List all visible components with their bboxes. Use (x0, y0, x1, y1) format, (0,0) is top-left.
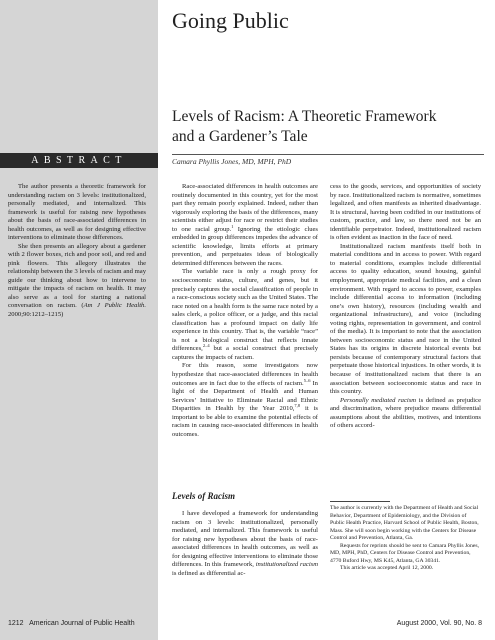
title-line-2: and a Gardener’s Tale (172, 128, 308, 145)
body-paragraph: The variable race is only a rough proxy for socioeconomic status, culture, and genes, but it precisely captures the social classification of people in a race-conscious society such as the United States. The race noted on a health form is the same race noted by a sales clerk, a police officer, or a judge, and this racial classification has a profound impact on daily life experience in this country. That is, the variable “race” is not a biological construct that reflects innate differences,$^{2-4}$ but a social construct that precisely captures the impacts of racism. (172, 268, 318, 361)
sidebar-panel (0, 0, 158, 640)
title-line-1: Levels of Racism: A Theoretic Framework (172, 108, 437, 125)
abstract-citation: Am J Public Health. (83, 302, 146, 309)
body-paragraph: I have developed a framework for understanding racism on 3 levels: institutionalized, personally mediated, and internalized. This framework is useful for raising new hypotheses about the basis of race-associated differences in health outcomes, as well as for designing effective interventions to eliminate those differences. In this framework, institutionalized racism is defined as differential ac- (172, 510, 318, 577)
section-heading: Levels of Racism (172, 491, 235, 501)
title-rule (172, 154, 484, 155)
body-column-1 (172, 183, 318, 439)
issue-info: August 2000, Vol. 90, No. 8 (396, 620, 482, 627)
footnote-accepted: This article was accepted April 12, 2000. (340, 565, 434, 571)
page-footer-left (8, 620, 135, 627)
body-paragraph: Institutionalized racism manifests itself both in material conditions and in access to power. With regard to material conditions, examples include differential access to quality education, sound housing, gainful employment, appropriate medical facilities, and a clean environment. With regard to access to power, examples include differential access to information (including one’s own history), resources (including wealth and organizational infrastructure), and voice (including voting rights, representation in government, and control of the media). It is important to note that the association between socioeconomic status and race in the United States has its origins in discrete historical events but persists because of contemporary structural factors that perpetuate those historical injustices. In other words, it is because of institutionalized racism that there is an association between socioeconomic status and race in this country. (330, 242, 481, 396)
abstract-paragraph: The author presents a theoretic framework for understanding racism on 3 levels: institutionalized, personally mediated, and internalized. This framework is useful for raising new hypotheses about the basis of race-associated differences in health outcomes, as well as for designing effective interventions to eliminate those differences. (8, 183, 146, 241)
reference-marker: 7,8 (294, 403, 301, 409)
abstract-heading: ABSTRACT (0, 153, 158, 168)
defined-term: Personally mediated racism (340, 396, 417, 404)
footnote-reprints: Requests for reprints should be sent to Camara Phyllis Jones, MD, MPH, PhD, Centers for Disease Control and Prevention, 4770 Buford Hwy, MS K45, Atlanta, GA 30341. (330, 542, 480, 564)
body-column-2 (330, 183, 481, 431)
reference-marker: 2–4 (202, 343, 210, 349)
body-paragraph: Personally mediated racism is defined as prejudice and discrimination, where prejudice means differential assumptions about the abilities, motives, and intentions of others accord- (330, 396, 481, 430)
reference-marker: 1 (231, 223, 234, 229)
body-column-1-lower (172, 510, 318, 578)
author-footnote (330, 505, 481, 573)
footnote-affiliation: The author is currently with the Department of Health and Social Behavior, Department of Epidemiology, and the Division of Public Health Practice, Harvard School of Public Health, Boston, Mass. She will soon begin working with the Centers for Disease Control and Prevention, Atlanta, Ga. (330, 505, 479, 541)
reference-marker: 5–6 (303, 377, 311, 383)
page-number: 1212 (8, 620, 24, 627)
body-paragraph: cess to the goods, services, and opportunities of society by race. Institutionalized racism is normative, sometimes legalized, and often manifests as inherited disadvantage. It is structural, having been codified in our institutions of custom, practice, and law, so there need not be an identifiable perpetrator. Indeed, institutionalized racism is often evident as inaction in the face of need. (330, 183, 481, 242)
journal-name: American Journal of Public Health (29, 620, 135, 627)
abstract-paragraph: She then presents an allegory about a gardener with 2 flower boxes, rich and poor soil, and red and pink flowers. This allegory illustrates the relationship between the 3 levels of racism and may guide our thinking about how to intervene to mitigate the impacts of racism on health. It may also serve as a tool for starting a national conversation on racism. (Am J Public Health. 2000;90:1212–1215) (8, 242, 146, 318)
article-title (172, 107, 482, 147)
section-label: Going Public (172, 8, 289, 33)
body-paragraph: For this reason, some investigators now hypothesize that race-associated differences in health outcomes are in fact due to the effects of racism.$^{5-6}$ In light of the Department of Health and Human Services’ Initiative to Eliminate Racial and Ethnic Disparities in Health by the Year 2010,$^{7,8}$ it is important to be able to examine the potential effects of racism in causing race-associated differences in health outcomes. (172, 362, 319, 438)
body-paragraph: Race-associated differences in health outcomes are routinely documented in this country, yet for the most part they remain poorly explained. Indeed, rather than vigorously exploring the basis of the differences, many scientists either adjust for race or restrict their studies to one racial group.$^1$ Ignoring the etiologic clues embedded in group differences impedes the advance of scientific knowledge, limits efforts at primary prevention, and perpetuates ideas of biologically determined differences between the races. (172, 183, 318, 267)
defined-term: institutionalized racism (255, 561, 318, 569)
author-byline: Camara Phyllis Jones, MD, MPH, PhD (172, 157, 292, 166)
abstract-text (8, 183, 146, 319)
footnote-rule (330, 501, 390, 502)
